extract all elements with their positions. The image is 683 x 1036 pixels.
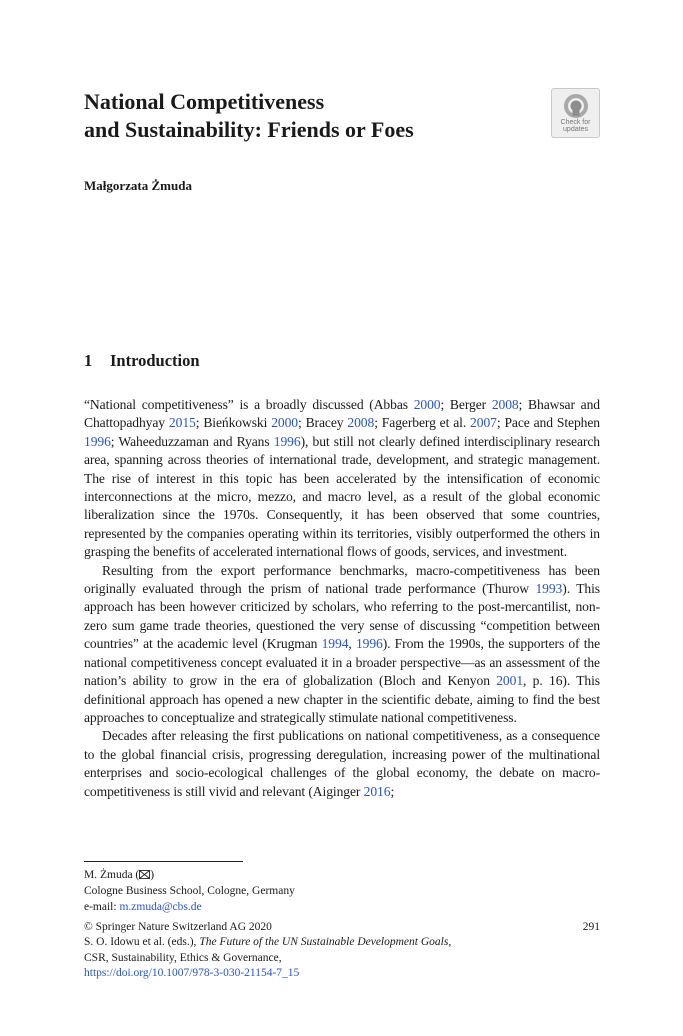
citation-link[interactable]: 1993 xyxy=(535,581,563,597)
email-label: e-mail: xyxy=(84,900,120,913)
check-for-updates-badge[interactable] xyxy=(551,88,600,138)
author-name: Małgorzata Żmuda xyxy=(84,178,192,193)
citation-link[interactable]: 2008 xyxy=(347,415,375,431)
footnote-email-line xyxy=(84,900,600,915)
citation-link[interactable]: 1994 xyxy=(321,636,349,652)
chapter-title-line-1: National Competitiveness xyxy=(84,89,325,114)
author-footnote xyxy=(84,868,600,915)
paragraph: Decades after releasing the first publications on national competitiveness, as a consequence to the global financial crisis, progressing deregulation, increasing power of the multinational enterprises and socio-ecological challenges of the global economy, the debate on macro-competitiveness is still vivid and relevant (Aiginger 2016; xyxy=(84,728,600,799)
imprint-copyright-line xyxy=(84,920,600,935)
footnote-author-line xyxy=(84,868,600,884)
book-title: The Future of the UN Sustainable Development Goals xyxy=(199,936,449,949)
citation-link[interactable]: 1996 xyxy=(355,636,383,652)
citation-link[interactable]: 2000 xyxy=(413,397,441,412)
doi-line xyxy=(84,966,600,981)
editors: S. O. Idowu et al. (eds.), xyxy=(84,936,200,949)
imprint-editors-line xyxy=(84,935,600,950)
citation-link[interactable]: 2008 xyxy=(491,397,519,412)
citation-link[interactable]: 2016 xyxy=(363,783,391,799)
footnote-author-close: ) xyxy=(150,869,155,881)
imprint-block xyxy=(84,920,600,982)
citation-link[interactable]: 2015 xyxy=(168,415,196,431)
paragraph: Resulting from the export performance benchmarks, macro-competitiveness has been originally evaluated through the prism of national trade performance (Thurow 1993). This approach has been however criticized by scholars, who referring to the post-mercantilist, non-zero sum game trade theories, questioned the very sense of discussing “competition between countries” at the academic level (Krugman 1994, 1996). From the 1990s, the supporters of the national competitiveness concept evaluated it in a broader perspective—as an assessment of the nation’s ability to grow in the era of globalization (Bloch and Kenyon 2001, p. 16). This definitional approach has opened a new chapter in the scientific debate, aiming to find the best approaches to conceptualize and strategically stimulate national competitiveness. xyxy=(84,562,601,725)
badge-label-line-1: Check for xyxy=(560,119,591,126)
series-line: CSR, Sustainability, Ethics & Governance, xyxy=(84,951,282,964)
check-for-updates-icon xyxy=(563,93,589,119)
footnote-author: M. Żmuda ( xyxy=(84,869,140,881)
footnote-affiliation: Cologne Business School, Cologne, Germany xyxy=(84,885,295,898)
citation-link[interactable]: 2001 xyxy=(496,673,524,689)
citation-link[interactable]: 2007 xyxy=(470,415,497,431)
body-text xyxy=(84,396,600,801)
doi-link[interactable]: https://doi.org/10.1007/978-3-030-21154-7_15 xyxy=(84,967,300,980)
section-title: Introduction xyxy=(110,351,200,370)
section-number: 1 xyxy=(84,351,93,370)
citation-link[interactable]: 2000 xyxy=(271,415,298,431)
citation-link[interactable]: 1996 xyxy=(84,433,111,449)
badge-label-line-2: updates xyxy=(563,126,588,133)
editors-suffix: , xyxy=(448,936,452,949)
citation-link[interactable]: 1996 xyxy=(273,433,301,449)
footnote-divider xyxy=(84,861,243,862)
paragraph: “National competitiveness” is a broadly discussed (Abbas 2000; Berger 2008; Bhawsar and Chattopadhyay 2015; Bieńkowski 2000; Bracey 2008; Fagerberg et al. 2007; Pace and Stephen 1996; Waheeduzzaman and Ryans 1996), but still not clearly defined interdisciplinary research area, spanning across theories of international trade, development, and strategic management. The rise of interest in this topic has been accelerated by the intensification of economic interconnections at the micro, mezzo, and macro level, as a result of the global economic liberalization since the 1970s. Consequently, it has been observed that some countries, represented by the companies operating within its territories, visibly outperformed the others in grasping the benefits of accelerated international flows of goods, services, and investment. xyxy=(84,397,600,560)
chapter-title-line-2: and Sustainability: Friends or Foes xyxy=(84,117,414,142)
page-number: 291 xyxy=(582,921,600,933)
email-link[interactable]: m.zmuda@cbs.de xyxy=(119,900,202,913)
section-heading xyxy=(84,350,200,372)
chapter-title xyxy=(84,88,524,144)
envelope-icon xyxy=(139,869,150,884)
copyright: © Springer Nature Switzerland AG 2020 xyxy=(84,921,272,933)
